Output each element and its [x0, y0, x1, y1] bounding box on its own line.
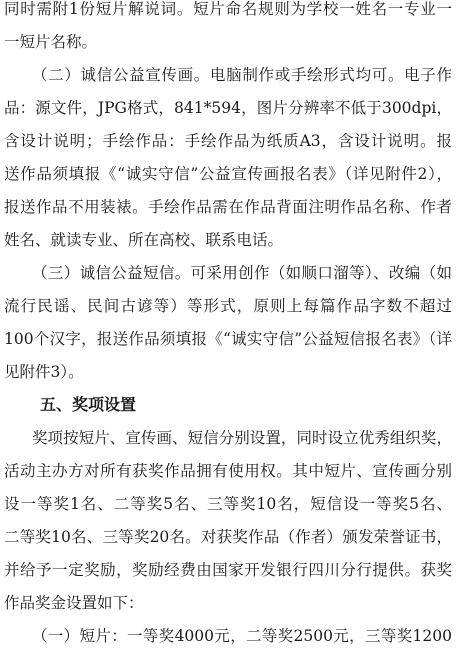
- section-heading: 五、奖项设置: [40, 395, 137, 414]
- paragraph-line: 含设计说明；手绘作品：手绘作品为纸质A3，含设计说明。报: [4, 132, 452, 150]
- paragraph-line: 送作品须填报《“诚实守信”公益宣传画报名表》（详见附件2），: [4, 165, 452, 183]
- paragraph-line: 并给予一定奖励，奖励经费由国家开发银行四川分行提供。获奖: [4, 561, 452, 579]
- paragraph-line: 设一等奖1名、二等奖5名、三等奖10名，短信设一等奖5名、: [4, 495, 452, 513]
- paragraph-line: 见附件3）。: [4, 363, 84, 381]
- paragraph-line: 活动主办方对所有获奖作品拥有使用权。其中短片、宣传画分别: [4, 462, 452, 480]
- paragraph-line: 品：源文件，JPG格式，841*594，图片分辨率不低于300dpi，: [4, 99, 452, 117]
- paragraph-line: 同时需附1份短片解说词。短片命名规则为学校一姓名一专业一: [4, 0, 452, 18]
- paragraph-line: （一）短片：一等奖4000元，二等奖2500元，三等奖1200: [32, 627, 452, 645]
- paragraph-line: （三）诚信公益短信。可采用创作（如顺口溜等）、改编（如: [32, 264, 452, 282]
- paragraph-line: 一短片名称。: [4, 33, 98, 51]
- paragraph-line: 姓名、就读专业、所在高校、联系电话。: [4, 231, 284, 249]
- paragraph-line: 作品奖金设置如下：: [4, 594, 144, 612]
- paragraph-line: 流行民谣、民间古谚等）等形式，原则上每篇作品字数不超过: [4, 297, 452, 315]
- paragraph-line: 报送作品不用装裱。手绘作品需在作品背面注明作品名称、作者: [4, 198, 452, 216]
- paragraph-line: 奖项按短片、宣传画、短信分别设置，同时设立优秀组织奖，: [32, 429, 452, 447]
- paragraph-line: 二等奖10名、三等奖20名。对获奖作品（作者）颁发荣誉证书，: [4, 528, 452, 546]
- paragraph-line: 100个汉字，报送作品须填报《“诚实守信”公益短信报名表》（详: [4, 330, 452, 348]
- paragraph-line: （二）诚信公益宣传画。电脑制作或手绘形式均可。电子作: [32, 66, 452, 84]
